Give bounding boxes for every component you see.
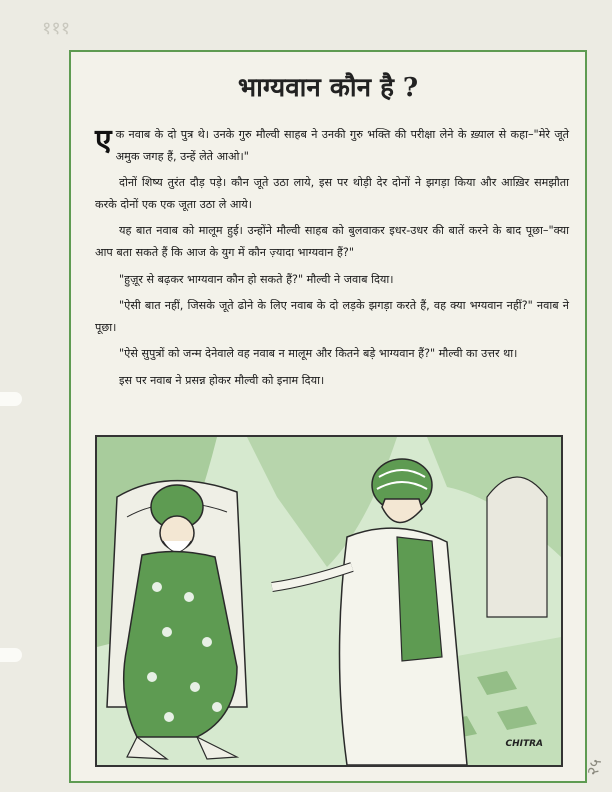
story-title: भाग्यवान कौन है ? bbox=[237, 73, 419, 103]
story-paragraph: "ऐसी बात नहीं, जिसके जूते ढोने के लिए नवाब के दो लड़के झगड़ा करते हैं, वह क्या भग्यवान नहीं?" नवाब ने पूछा। bbox=[95, 299, 569, 334]
dropcap-letter: ए bbox=[95, 123, 112, 158]
story-paragraph: दोनों शिष्य तुरंत दौड़ पड़े। कौन जूते उठा लाये, इस पर थोड़ी देर दोनों ने झगड़ा किया और आख़िर समझौता करके दोनों एक एक जूता उठा ले आये। bbox=[95, 176, 569, 211]
story-paragraph: यह बात नवाब को मालूम हुई। उन्होंने मौल्वी साहब को बुलवाकर इधर-उधर की बातें करने के बाद पूछा–"क्या आप बता सकते हैं कि आज के युग में कौन ज़्यादा भाग्यवान हैं?" bbox=[95, 224, 569, 259]
binding-hole bbox=[0, 392, 22, 406]
story-frame bbox=[69, 50, 587, 783]
page-number-top: १११ bbox=[42, 18, 71, 39]
artist-signature: CHITRA bbox=[505, 739, 543, 749]
story-text bbox=[95, 124, 569, 397]
illustration-drawing bbox=[97, 437, 561, 765]
story-paragraph: "हुज़ूर से बढ़कर भाग्यवान कौन हो सकते हैं?" मौल्वी ने जवाब दिया। bbox=[119, 272, 394, 286]
page-corner-number: २५ bbox=[582, 756, 606, 778]
binding-hole bbox=[0, 648, 22, 662]
story-paragraph: एक नवाब के दो पुत्र थे। उनके गुरु मौल्वी साहब ने उनकी गुरु भक्ति की परीक्षा लेने के ख़्याल से कहा–"मेरे जूते अमुक जगह हैं, उन्हें लेते आओ।" bbox=[95, 123, 569, 163]
story-paragraph: "ऐसे सुपुत्रों को जन्म देनेवाले वह नवाब न मालूम और कितने बड़े भाग्यवान हैं?" मौल्वी का उत्तर था। bbox=[119, 347, 518, 361]
story-illustration bbox=[95, 435, 563, 767]
story-paragraph: इस पर नवाब ने प्रसन्न होकर मौल्वी को इनाम दिया। bbox=[119, 373, 325, 387]
